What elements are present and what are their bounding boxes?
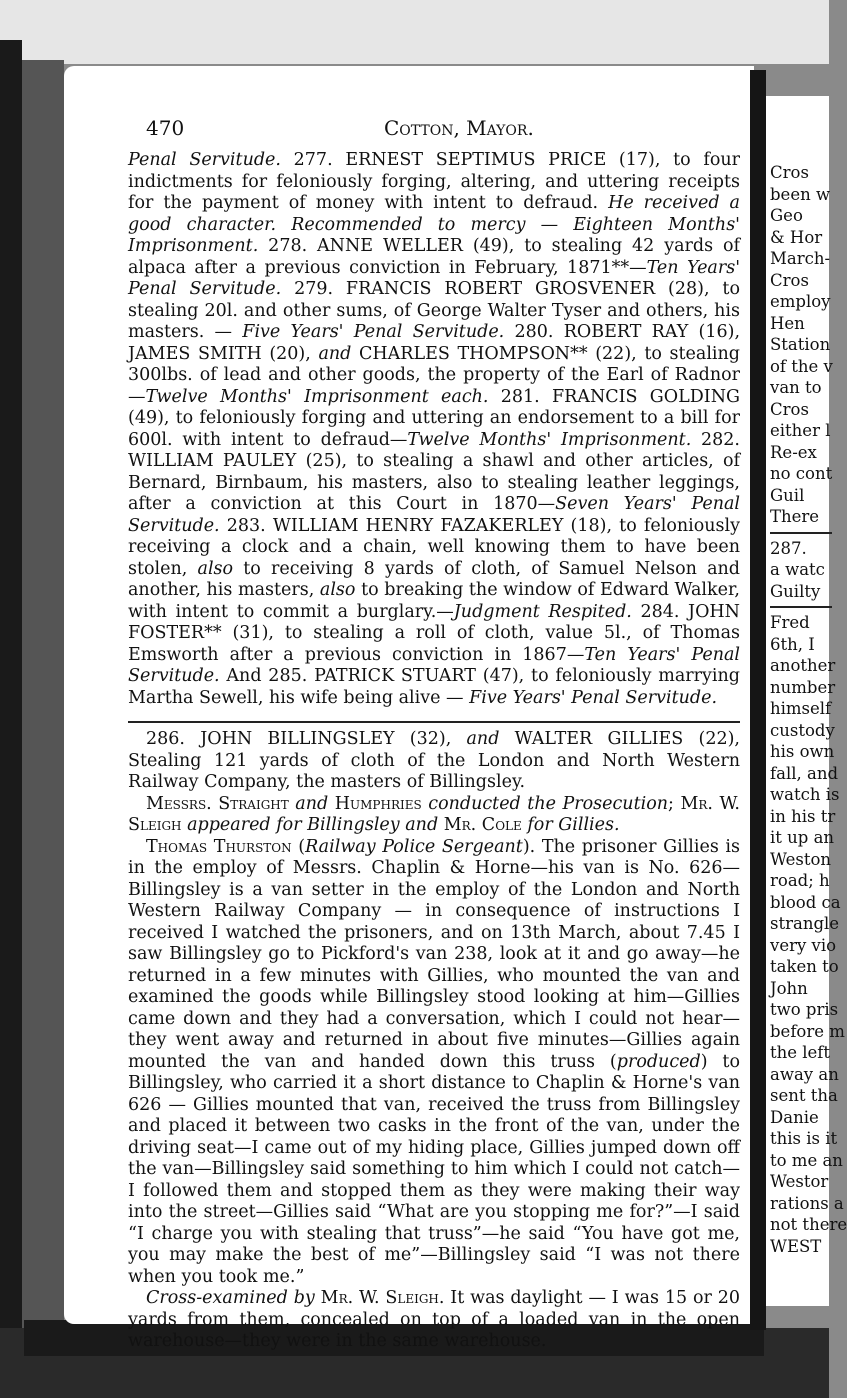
right-page-line: & Hor	[770, 227, 823, 247]
text-run: ;	[668, 793, 681, 814]
right-page-rule	[770, 606, 832, 608]
right-page-line: There	[770, 507, 820, 526]
text-run: Seven Years' Penal Servitude.	[128, 494, 740, 536]
text-run: Twelve Months' Imprisonment each.	[145, 386, 489, 407]
text-run: 278. ANNE WELLER (49), to stealing 42 yards of alpaca after a previous conviction in February, 1871**—	[128, 236, 740, 278]
text-run: Five Years' Penal Servitude.	[469, 687, 718, 708]
right-page-line: away an	[770, 1064, 839, 1084]
right-page-line: number	[770, 677, 836, 697]
text-run: Railway Police Sergeant	[305, 836, 523, 857]
text-run: and	[288, 793, 335, 814]
right-page-line: Re-ex	[770, 442, 817, 462]
text-run: It was daylight — I was 15 or 20 yards from them, concealed on top of a loaded van in the open warehouse—they were in the same warehouse.	[128, 1288, 740, 1351]
right-page-line: the left	[770, 1043, 831, 1062]
text-run: 286. JOHN BILLINGSLEY (32),	[146, 729, 467, 749]
right-page-line: fall, and	[770, 763, 839, 783]
text-run: 282. WILLIAM PAULEY (25), to stealing a shawl and other articles, of Bernard, Birnbaum, his masters, also to stealing leather leggings, after a conviction at this Court in 1870—	[128, 429, 740, 514]
right-page-line: taken to	[770, 957, 839, 976]
right-page-line: custody	[770, 720, 835, 740]
right-page-line: John	[770, 978, 808, 998]
text-run: Messrs. Straight	[146, 793, 289, 814]
right-page-line: Weston	[770, 849, 832, 869]
text-run: also	[319, 580, 356, 600]
right-page-fragment	[766, 96, 847, 1306]
right-page-line: Guilty	[770, 581, 821, 601]
right-page-line: Cros	[770, 163, 809, 182]
right-page-line: 6th, I	[770, 634, 815, 654]
case-286-section	[128, 721, 740, 1353]
right-page-line: it up an	[770, 828, 835, 847]
right-page-line: another	[770, 656, 836, 675]
right-page-line: Station	[770, 335, 831, 354]
right-page-line: no cont	[770, 464, 833, 483]
page-body	[128, 150, 740, 1353]
right-page-line: van to	[770, 378, 822, 397]
counsel-line	[128, 794, 740, 837]
text-run: appeared for Billingsley and	[181, 815, 444, 835]
right-page-line: Fred	[770, 613, 810, 632]
right-page-line: March-	[770, 249, 831, 268]
text-run: for Gillies.	[521, 815, 620, 835]
text-run: Mr. W. Sleigh.	[314, 1288, 445, 1308]
right-page-line: his own	[770, 742, 835, 761]
right-page-line: before m	[770, 1021, 845, 1041]
right-page-line: Guil	[770, 485, 805, 505]
right-page-line: Cros	[770, 270, 809, 290]
text-run: Penal Servitude.	[128, 150, 281, 170]
right-page-line: Cros	[770, 399, 809, 419]
text-run: Mr. Cole	[443, 815, 522, 835]
right-page-line: WEST	[770, 1236, 822, 1256]
right-page-line: watch is	[770, 785, 840, 804]
text-run: WALTER GILLIES (22), Stealing 121 yards of cloth of the London and North Western Railway Company, the masters of Billingsley.	[128, 729, 740, 792]
right-page-line: strangle	[770, 914, 840, 933]
text-run: Cross-examined by	[146, 1288, 315, 1308]
right-page-text	[770, 162, 847, 1257]
right-page-line: Geo	[770, 206, 803, 225]
scan-background-top	[0, 0, 829, 64]
text-run: 280. ROBERT RAY (16), JAMES SMITH (20),	[128, 322, 741, 364]
running-title: Cotton, Mayor.	[384, 116, 534, 140]
text-run: to breaking the window of Edward Walker, with intent to commit a burglary.—	[128, 580, 740, 622]
right-page-rule	[770, 532, 832, 534]
book-gutter	[750, 70, 766, 1330]
right-page-line: a watc	[770, 560, 825, 579]
right-page-line: 287.	[770, 538, 807, 558]
right-page-line: this is it	[770, 1129, 838, 1148]
right-page-line: Danie	[770, 1107, 819, 1127]
right-page-line: blood ca	[770, 892, 841, 912]
witness-testimony	[128, 837, 740, 1289]
text-run: Thomas Thurston	[146, 836, 292, 857]
text-run: And 285. PATRICK STUART (47), to feloniously marrying Martha Sewell, his wife being alive —	[128, 666, 740, 708]
right-page-line: two pris	[770, 1000, 839, 1019]
text-run: CHARLES THOMPSON** (22), to stealing 300lbs. of lead and other goods, the property of the Earl of Radnor—	[128, 343, 740, 407]
text-run: produced	[616, 1051, 701, 1072]
book-edge-left	[22, 60, 64, 1350]
text-run: 283. WILLIAM HENRY FAZAKERLEY (18), to feloniously receiving a clock and a chain, well knowing them to have been stolen,	[128, 515, 740, 579]
text-run: also	[197, 558, 234, 579]
text-run: Ten Years' Penal Servitude.	[128, 644, 740, 686]
right-page-line: Westor	[770, 1172, 829, 1191]
right-page-line: himself	[770, 699, 832, 718]
right-page-line: of the v	[770, 356, 833, 376]
page-header	[146, 116, 730, 146]
right-page-line: Hen	[770, 313, 805, 333]
right-page-line: rations a	[770, 1193, 844, 1213]
text-run: and	[318, 343, 352, 364]
text-run: (	[291, 836, 306, 857]
text-run: 284. JOHN FOSTER** (31), to stealing a roll of cloth, value 5l., of Thomas Emsworth after a previous conviction in 1867—	[128, 601, 740, 665]
paragraph-sentences-277-285	[128, 150, 740, 709]
text-run: Humphries	[334, 793, 422, 814]
text-run: conducted the Prosecution	[421, 793, 669, 814]
text-run: and	[466, 729, 500, 749]
text-run: Mr. W. Sleigh	[128, 793, 740, 835]
text-run: Twelve Months' Imprisonment.	[407, 429, 692, 450]
page-number: 470	[146, 116, 185, 140]
text-run: to receiving 8 yards of cloth, of Samuel Nelson and another, his masters,	[128, 558, 740, 600]
text-run: Five Years' Penal Servitude.	[242, 322, 505, 342]
right-page-line: very vio	[770, 935, 837, 955]
right-page-line: sent tha	[770, 1086, 838, 1105]
right-page-line: been w	[770, 184, 831, 204]
text-run: 281. FRANCIS GOLDING (49), to feloniously forging and uttering an endorsement to a bill for 600l. with intent to defraud—	[128, 386, 740, 450]
text-run: He received a good character. Recommended to mercy — Eighteen Months' Imprisonment.	[128, 193, 740, 256]
text-run: Ten Years' Penal Servitude.	[128, 257, 741, 299]
right-page-line: road; h	[770, 871, 830, 890]
cross-examination	[128, 1288, 740, 1353]
right-page-line: not there	[770, 1215, 847, 1234]
right-page-line: employ	[770, 292, 831, 311]
text-run: 279. FRANCIS ROBERT GROSVENER (28), to stealing 20l. and other sums, of George Walter Tyser and others, his masters. —	[128, 279, 741, 342]
text-run: ) to Billingsley, who carried it a short distance to Chaplin & Horne's van 626 — Gillies mounted that van, received the truss from Billingsley and placed it between two casks in the front of the van, under the driving seat—I came out of my hiding place, Gillies jumped down off the van—Billingsley said something to him which I could not catch—I followed them and stopped them as they were making their way into the street—Gillies said “What are you stopping me for?”—I said “I charge you with stealing that truss”—he said “You have got me, you may make the best of me”—Billingsley said “I was not there when you took me.”	[128, 1051, 740, 1287]
right-page-line: in his tr	[770, 806, 836, 826]
right-page-line: either l	[770, 421, 831, 440]
case-heading	[128, 729, 740, 794]
text-run: Judgment Respited.	[453, 601, 632, 622]
book-spine-left	[0, 40, 22, 1360]
text-run: ). The prisoner Gillies is in the employ of Messrs. Chaplin & Horne—his van is No. 626—Billingsley is a van setter in the employ of the London and North Western Railway Company — in consequence of instructions I received I watched the prisoners, and on 13th March, about 7.45 I saw Billingsley go to Pickford's van 238, look at it and go away—he returned in a few minutes with Gillies, who mounted the van and examined the goods while Billingsley stood looking at him—Gillies came down and they had a conversation, which I could not hear—they went away and returned in about five minutes—Gillies again mounted the van and handed down this truss (	[128, 836, 741, 1072]
right-page-line: to me an	[770, 1150, 843, 1170]
text-run: 277. ERNEST SEPTIMUS PRICE (17), to four indictments for feloniously forging, altering, and uttering receipts for the payment of money with intent to defraud.	[128, 150, 740, 213]
